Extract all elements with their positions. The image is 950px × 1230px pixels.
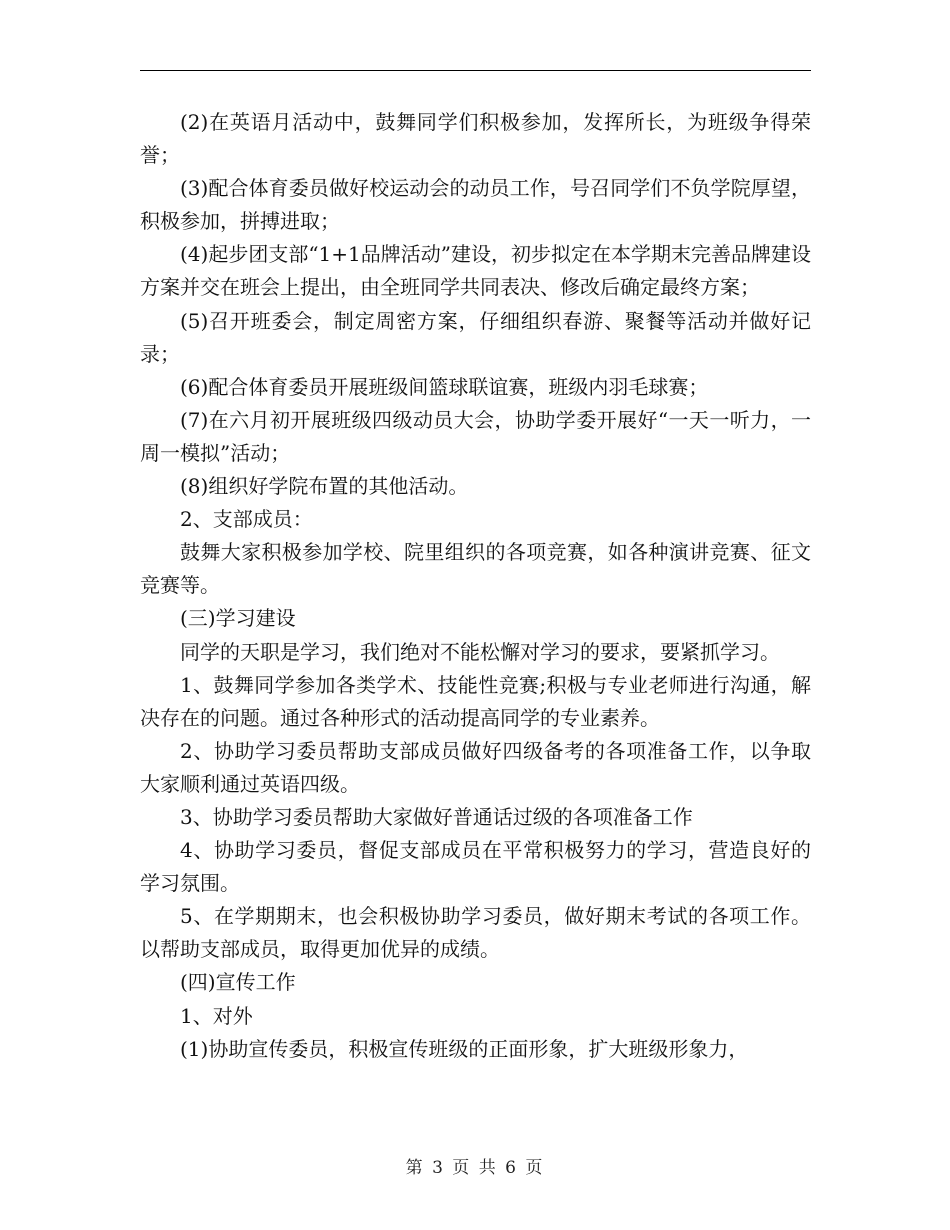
paragraph: (2)在英语月活动中，鼓舞同学们积极参加，发挥所长，为班级争得荣誉； [140,110,811,168]
page-number-footer: 第 3 页 共 6 页 [405,1158,545,1178]
paragraph: 3、协助学习委员帮助大家做好普通话过级的各项准备工作 [180,804,693,829]
document-body [140,106,811,1066]
paragraph: (8)组织好学院布置的其他活动。 [180,474,469,499]
paragraph: (3)配合体育委员做好校运动会的动员工作，号召同学们不负学院厚望，积极参加，拼搏进取； [140,176,811,234]
paragraph: 1、鼓舞同学参加各类学术、技能性竞赛;积极与专业老师进行沟通，解决存在的问题。通过各种形式的活动提高同学的专业素养。 [140,672,811,730]
paragraph: 4、协助学习委员，督促支部成员在平常积极努力的学习，营造良好的学习氛围。 [140,838,811,896]
paragraph: (5)召开班委会，制定周密方案，仔细组织春游、聚餐等活动并做好记录； [140,308,811,366]
paragraph: (1)协助宣传委员，积极宣传班级的正面形象，扩大班级形象力， [180,1036,749,1061]
section-heading: (四)宣传工作 [180,970,296,995]
section-heading: (三)学习建设 [180,606,296,631]
paragraph: (7)在六月初开展班级四级动员大会，协助学委开展好“一天一听力，一周一模拟”活动； [140,407,811,465]
header-rule [140,70,811,71]
paragraph: 同学的天职是学习，我们绝对不能松懈对学习的要求，要紧抓学习。 [180,639,780,664]
paragraph: 2、支部成员： [180,507,313,532]
paragraph: (4)起步团支部“1+1品牌活动”建设，初步拟定在本学期末完善品牌建设方案并交在班会上提出，由全班同学共同表决、修改后确定最终方案； [140,242,811,300]
paragraph: 1、对外 [180,1003,253,1028]
paragraph: (6)配合体育委员开展班级间篮球联谊赛，班级内羽毛球赛； [180,374,709,399]
paragraph: 5、在学期期末，也会积极协助学习委员，做好期末考试的各项工作。以帮助支部成员，取得更加优异的成绩。 [140,904,811,962]
paragraph: 鼓舞大家积极参加学校、院里组织的各项竞赛，如各种演讲竞赛、征文竞赛等。 [140,540,811,598]
paragraph: 2、协助学习委员帮助支部成员做好四级备考的各项准备工作，以争取大家顺利通过英语四级。 [140,738,811,796]
